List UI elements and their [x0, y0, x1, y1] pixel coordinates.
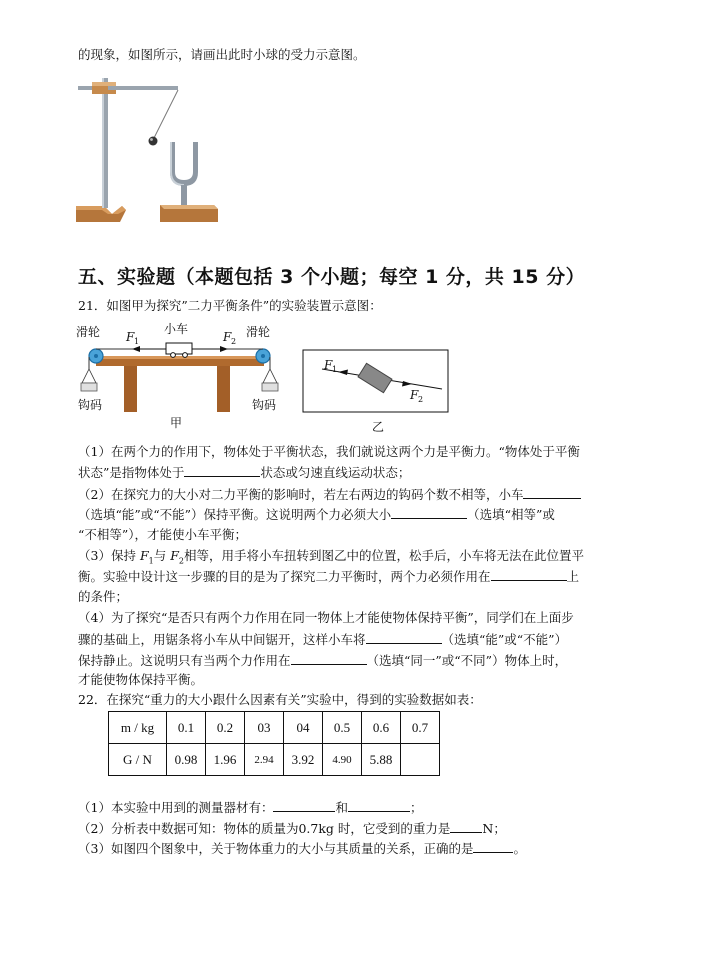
q21-p3-blank[interactable]	[491, 567, 567, 581]
yi-label-f2-sub: 2	[418, 395, 424, 404]
q21-p4-text-a: 骤的基础上，用锯条将小车从中间锯开，这样小车将	[78, 632, 366, 647]
q21-p3-text-b: 相等，用手将小车扭转到图乙中的位置，松手后，小车将无法在此位置平	[183, 548, 584, 563]
yi-label-f2: F	[410, 388, 419, 402]
q22-s1-text-b: 和	[335, 800, 348, 815]
label-pulley-right: 滑轮	[246, 325, 271, 339]
q21-p1-text-a: 状态”是指物体处于	[78, 465, 185, 480]
tuning-fork-figure	[74, 72, 224, 228]
q21-p2-text-c: （选填“相等”或	[467, 507, 555, 522]
label-f2-sub: 2	[231, 337, 237, 346]
q21-p3-f2: F	[170, 548, 179, 563]
table-cell: 0.98	[167, 744, 206, 776]
q22-s3-text-a: （3）如图四个图象中，关于物体重力的大小与其质量的关系，正确的是	[78, 841, 474, 856]
yi-label-f1: F	[324, 358, 333, 372]
q22-s1-text-a: （1）本实验中用到的测量器材有：	[78, 800, 274, 815]
table-row-weight	[109, 744, 440, 776]
q21-p3-f1-sub: 1	[148, 556, 154, 566]
q21-p4-text-b: （选填“能”或“不能”）	[441, 632, 568, 647]
table-cell: 0.5	[323, 712, 362, 744]
q21-p4-text-c: 保持静止。这说明只有当两个力作用在	[78, 653, 291, 668]
q21-p4-line1: （4）为了探究“是否只有两个力作用在同一物体上才能使物体保持平衡”，同学们在上面步	[78, 610, 574, 625]
table-cell: 4.90	[323, 744, 362, 776]
q21-p2-blank-1[interactable]	[523, 485, 581, 499]
q22-s3-blank[interactable]	[473, 839, 513, 853]
q21-p2-text-a: （2）在探究力的大小对二力平衡的影响时，若左右两边的钩码个数不相等，小车	[78, 487, 524, 502]
label-f2: F	[223, 330, 232, 344]
table-row-mass	[109, 712, 440, 744]
q21-p3-f2-sub: 2	[178, 556, 184, 566]
table-header-weight: G / N	[109, 744, 167, 776]
q21-p3-text-c: 衡。实验中设计这一步骤的目的是为了探究二力平衡时，两个力必须作用在	[78, 569, 491, 584]
caption-jia: 甲	[170, 416, 183, 430]
q22-s1	[78, 798, 423, 817]
q22-s1-blank-1[interactable]	[273, 798, 335, 812]
q21-p4-text-d: （选填“同一”或“不同”）物体上时，	[366, 653, 568, 668]
q22-s2-text-a: （2）分析表中数据可知：物体的质量为0.7kg 时，它受到的重力是	[78, 821, 451, 836]
table-cell: 0.1	[167, 712, 206, 744]
table-cell: 5.88	[362, 744, 401, 776]
q22-s1-blank-2[interactable]	[348, 798, 410, 812]
table-cell: 04	[284, 712, 323, 744]
q22-s2-blank[interactable]	[450, 819, 482, 833]
table-cell: 0.7	[401, 712, 440, 744]
q21-p4-line3	[78, 651, 567, 670]
q21-p3-mid: 与	[153, 548, 171, 563]
figure-jia	[74, 319, 286, 431]
q21-p3-text-a: （3）保持	[78, 548, 140, 563]
label-f1-sub: 1	[134, 337, 140, 346]
section-title: 五、实验题（本题包括 3 个小题；每空 1 分，共 15 分）	[78, 266, 586, 288]
intro-line: 的现象，如图所示，请画出此时小球的受力示意图。	[78, 47, 366, 62]
data-table	[108, 711, 440, 776]
table-cell-empty[interactable]	[401, 744, 440, 776]
q21-p3-text-d: 上	[566, 569, 580, 584]
q21-p4-blank-2[interactable]	[291, 651, 367, 665]
q21-p3-line2	[78, 567, 579, 586]
q21-p1-text-b: 状态或匀速直线运动状态；	[260, 465, 411, 480]
table-header-mass: m / kg	[109, 712, 167, 744]
q21-p1-blank[interactable]	[184, 463, 260, 477]
q21-p2-line2	[78, 505, 555, 524]
q22-s3-text-b: 。	[513, 841, 526, 856]
label-weight-left: 钩码	[78, 398, 103, 412]
q22-s1-text-c: ；	[409, 800, 423, 815]
table-cell: 2.94	[245, 744, 284, 776]
q21-p4-blank-1[interactable]	[366, 630, 442, 644]
q21-p1-line1: （1）在两个力的作用下，物体处于平衡状态，我们就说这两个力是平衡力。“物体处于平衡	[78, 444, 580, 459]
table-cell: 03	[245, 712, 284, 744]
q22-s2	[78, 819, 506, 838]
yi-label-f1-sub: 1	[332, 365, 338, 374]
q21-p2-text-b: （选填“能”或“不能”）保持平衡。这说明两个力必须大小	[78, 507, 392, 522]
q21-p3-line3: 的条件；	[78, 589, 129, 604]
q21-stem: 21．如图甲为探究”二力平衡条件”的实验装置示意图：	[78, 298, 382, 313]
label-cart: 小车	[164, 322, 189, 336]
q21-p2-line3: “不相等”），才能使小车平衡；	[78, 527, 248, 542]
label-pulley-left: 滑轮	[76, 325, 101, 339]
table-cell: 1.96	[206, 744, 245, 776]
figure-yi	[302, 347, 450, 435]
label-weight-right: 钩码	[252, 398, 277, 412]
table-cell: 0.6	[362, 712, 401, 744]
caption-yi: 乙	[372, 420, 385, 434]
table-cell: 0.2	[206, 712, 245, 744]
label-f1: F	[126, 330, 135, 344]
q21-p4-line2	[78, 630, 567, 649]
q21-p4-line4: 才能使物体保持平衡。	[78, 672, 204, 687]
q21-p3-f1: F	[139, 548, 149, 563]
q22-stem: 22．在探究“重力的大小跟什么因素有关”实验中，得到的实验数据如表：	[78, 692, 482, 707]
q21-p2-line1	[78, 485, 581, 504]
table-cell: 3.92	[284, 744, 323, 776]
q21-p2-blank-2[interactable]	[391, 505, 467, 519]
q22-s3	[78, 839, 526, 858]
q21-p1-line2	[78, 463, 410, 482]
q22-s2-text-b: N；	[482, 821, 506, 836]
